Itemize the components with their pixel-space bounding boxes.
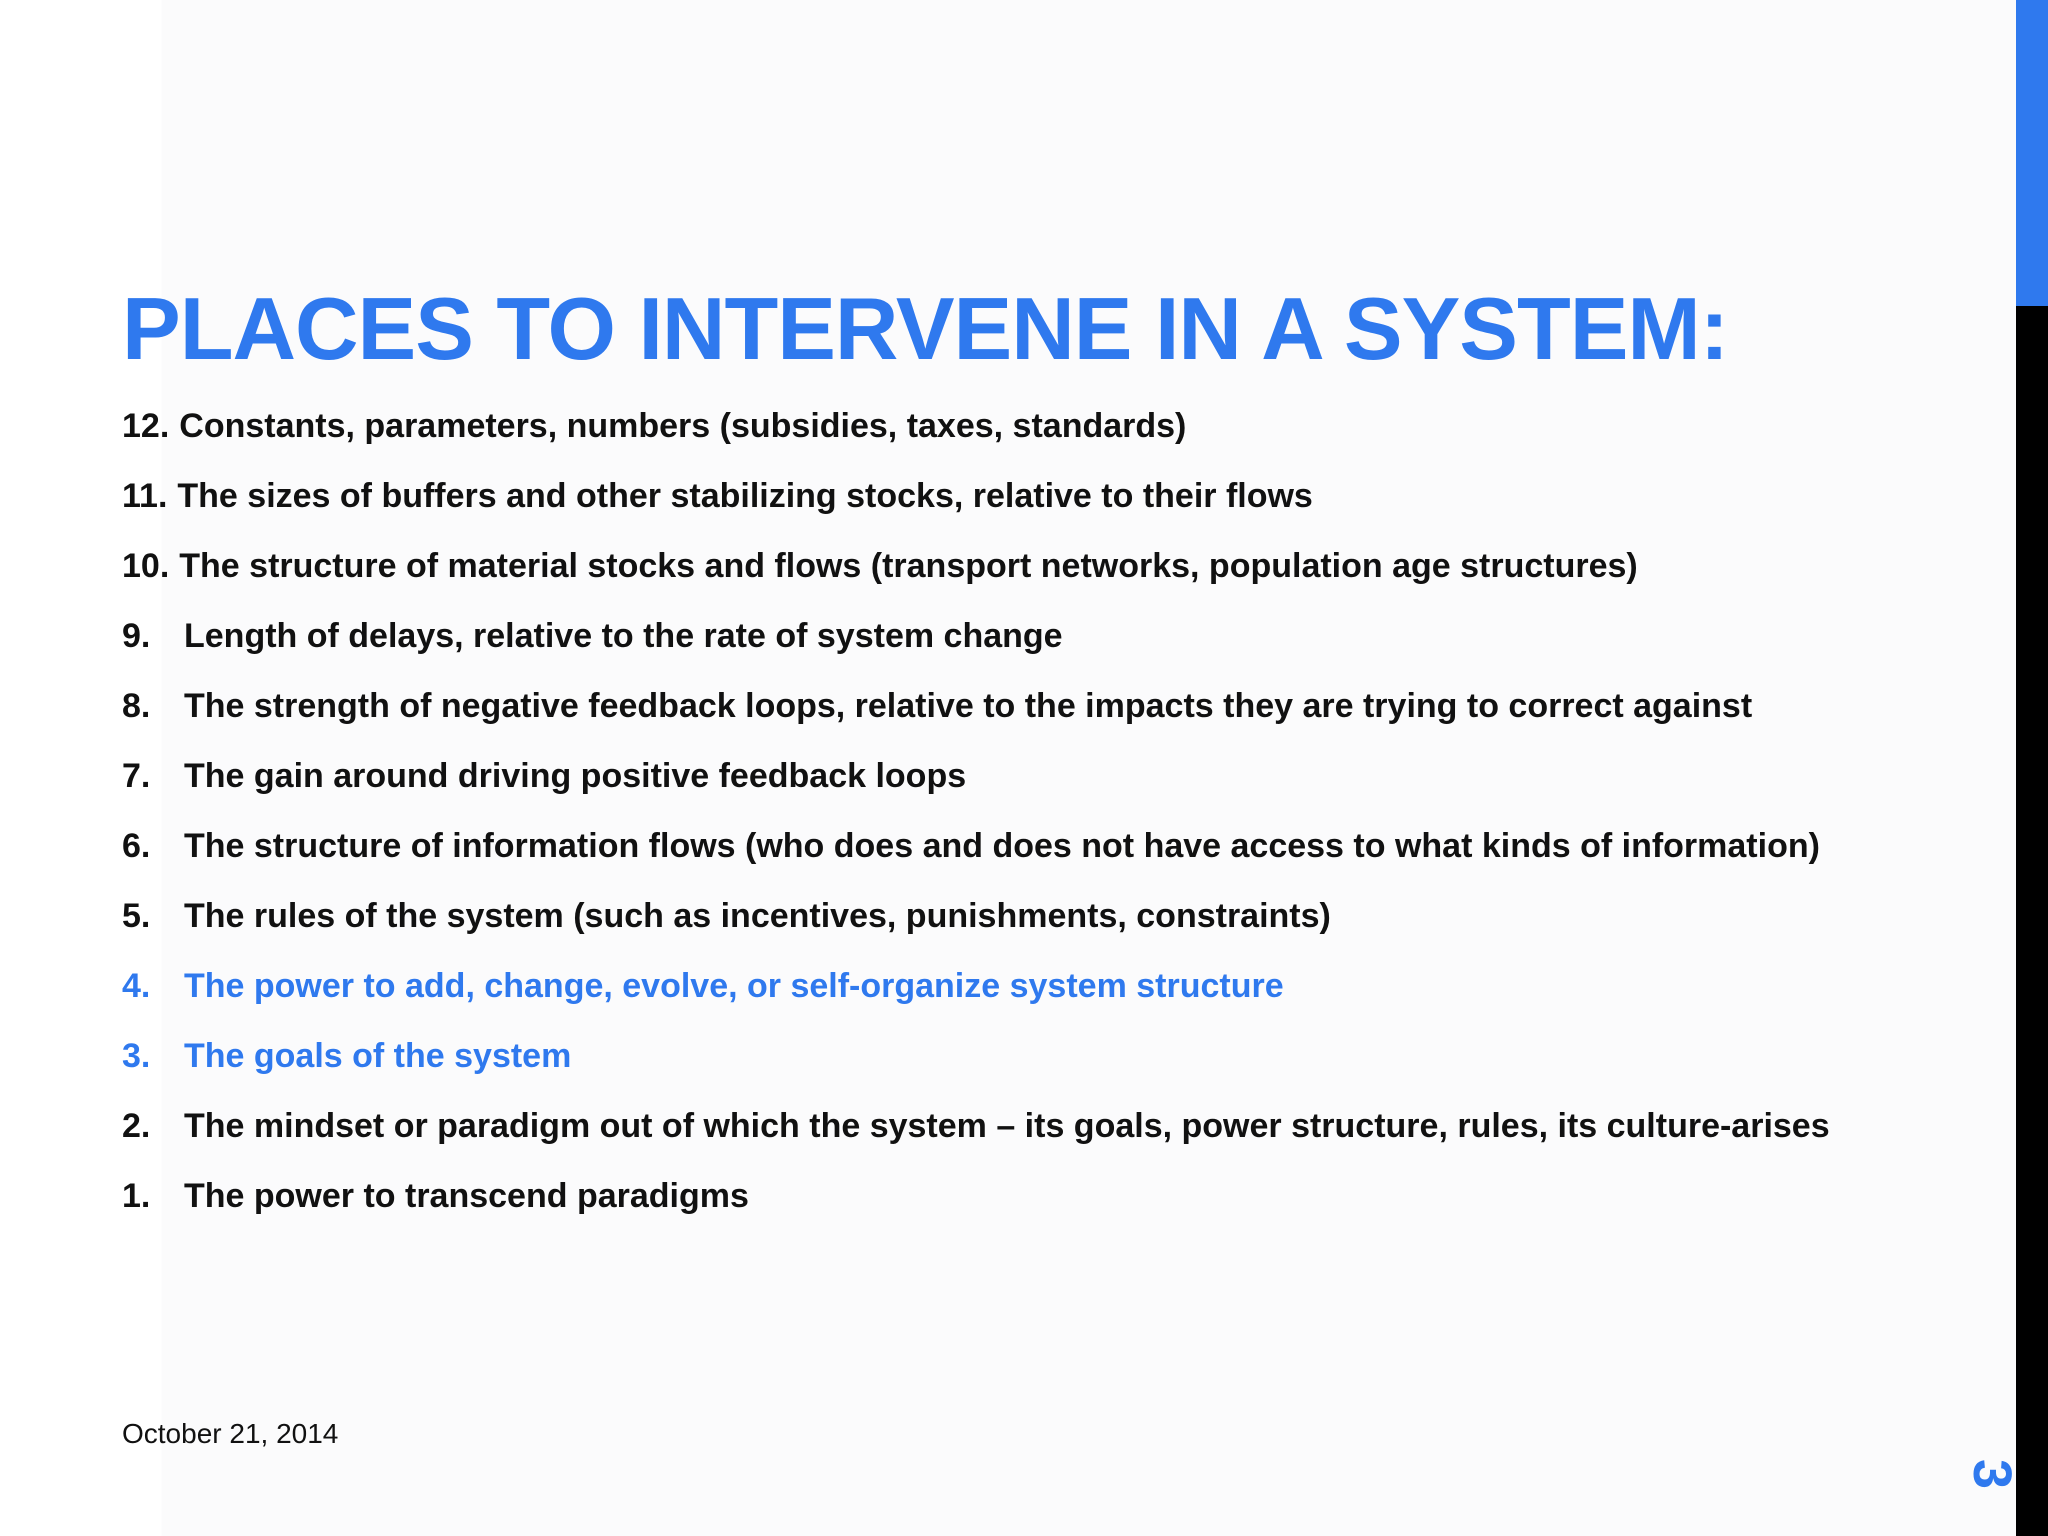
list-item-number: 4. [122,967,151,1005]
list-item-text: The goals of the system [184,1037,572,1075]
list-item [122,754,1902,798]
list-item-text: The structure of information flows (who does and does not have access to what kinds of information) [184,827,1820,865]
list-item-number: 7. [122,757,151,795]
list-item [122,474,1902,518]
list-item-number: 5. [122,897,151,935]
list-item-text: The gain around driving positive feedback loops [184,757,967,795]
list-item [122,684,1902,728]
list-item [122,894,1902,938]
list-item-number: 11. [122,477,168,515]
list-item-number: 12. [122,407,170,445]
list-item [122,1174,1902,1218]
list-item-number: 8. [122,687,151,725]
list-item-number: 6. [122,827,151,865]
list-item-text: Length of delays, relative to the rate of system change [184,617,1063,655]
list-item [122,964,1902,1008]
list-item-number: 2. [122,1107,151,1145]
list-item-text: The sizes of buffers and other stabilizing stocks, relative to their flows [177,477,1313,515]
list-item-text: The mindset or paradigm out of which the system – its goals, power structure, rules, its culture-arises [184,1107,1830,1145]
list-item-number: 3. [122,1037,151,1075]
list-item-text: The strength of negative feedback loops, relative to the impacts they are trying to correct against [184,687,1753,725]
slide-title: PLACES TO INTERVENE IN A SYSTEM: [122,278,1729,378]
list-item-text: The rules of the system (such as incentives, punishments, constraints) [184,897,1331,935]
list-item-text: The power to transcend paradigms [184,1177,749,1215]
list-item [122,614,1902,658]
list-item-number: 9. [122,617,151,655]
list-item-text: Constants, parameters, numbers (subsidies, taxes, standards) [179,407,1187,445]
list-item [122,1104,1902,1148]
list-item-text: The power to add, change, evolve, or self-organize system structure [184,967,1284,1005]
intervention-list [122,404,1902,1244]
side-bar [2016,0,2048,1536]
list-item [122,824,1902,868]
list-item [122,544,1902,588]
list-item-number: 1. [122,1177,151,1215]
page-number: 3 [1962,1458,2022,1490]
list-item [122,404,1902,448]
list-item [122,1034,1902,1078]
slide-date: October 21, 2014 [122,1418,339,1449]
list-item-text: The structure of material stocks and flows (transport networks, population age structures) [179,547,1638,585]
list-item-number: 10. [122,547,170,585]
side-bar-accent [2016,0,2048,306]
